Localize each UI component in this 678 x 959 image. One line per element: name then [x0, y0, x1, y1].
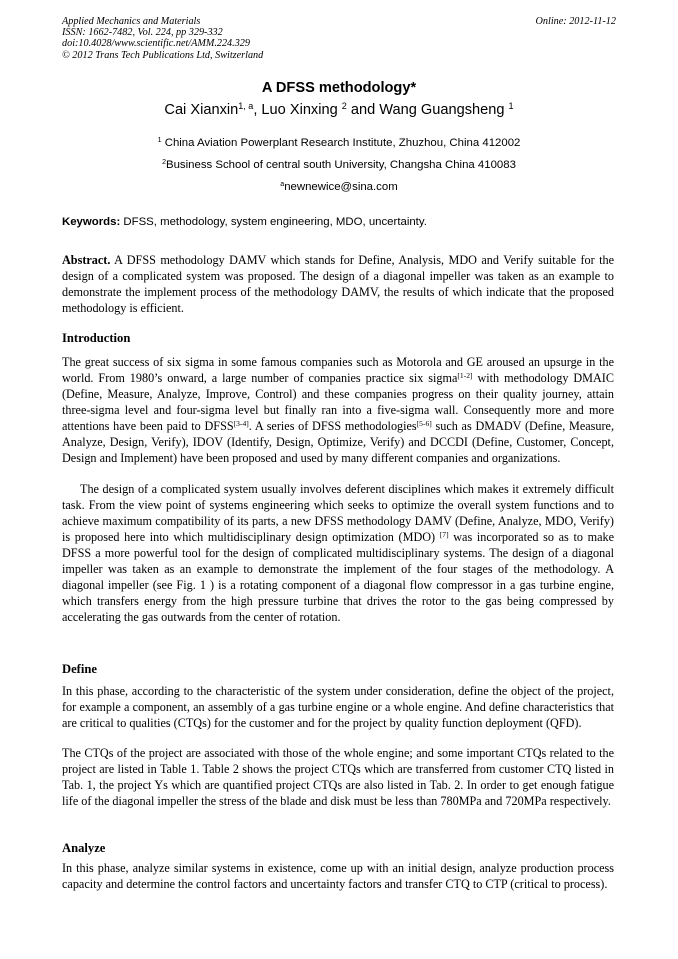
author-line	[0, 102, 678, 118]
affiliation-2-sup: 2	[162, 159, 166, 167]
define-paragraph-1: In this phase, according to the characteristic of the system under consideration, define the object of the project, for example a component, an assembly of a gas turbine engine or a whole engine. And define characteristics that are critical to qualities (CTQs) for the customer and for the project by quality function deployment (QFD).	[62, 684, 614, 730]
paper-title: A DFSS methodology*	[261, 80, 417, 96]
affiliation-1-sup: 1	[157, 137, 162, 145]
affiliation-1	[0, 137, 678, 149]
copyright-line: © 2012 Trans Tech Publications Ltd, Switzerland	[62, 49, 264, 61]
abstract-text: A DFSS methodology DAMV which stands for Define, Analysis, MDO and Verify suitable for the design of a complicated system was proposed. The design of a diagonal impeller was taken as an example to demonstrate the implement process of the methodology DAMV, the results of which indicate that the proposed methodology is efficient.	[62, 253, 614, 315]
define-heading: Define	[62, 662, 97, 676]
intro-p1-text-a: The great success of six sigma in some famous companies such as Motorola and GE aroused an upsurge in the world. From 1980’s onward, a large number of companies practice six sigma	[62, 355, 614, 385]
intro-p2-text-b: was incorporated so as to make DFSS a more powerful tool for the design of complicated multidisciplinary systems. The design of a diagonal impeller was taken as an example to demonstrate the implement of the four stages of the methodology. A diagonal impeller (see Fig. 1 ) is a rotating component of a diagonal flow compressor in a gas turbine engine, which transfers energy from the high pressure turbine that drives the rotor to the gas being compressed by accelerating the gas outwards from the center of rotation.	[62, 529, 614, 624]
abstract-label: Abstract.	[62, 253, 111, 267]
keywords-text: DFSS, methodology, system engineering, MDO, uncertainty.	[120, 216, 427, 228]
intro-p2-text-a: The design of a complicated system usually involves deferent disciplines which makes it extremely difficult task. From the view point of systems engineering which seeks to optimize the overall system functions and to achieve maximum compatibility of its parts, a new DFSS methodology DAMV (Define, Analyze, MDO, Verify) is proposed here into which multidisciplinary design optimization (MDO)	[62, 482, 614, 544]
introduction-heading: Introduction	[62, 331, 131, 345]
abstract	[62, 253, 614, 317]
author-1-sup: 1, a	[238, 101, 254, 112]
email-text: newnewice@sina.com	[284, 181, 398, 193]
citation-3-4: [3-4]	[233, 418, 249, 428]
keywords-label: Keywords:	[62, 216, 121, 228]
journal-name: Applied Mechanics and Materials	[62, 16, 201, 27]
email-sup: a	[280, 181, 285, 189]
analyze-heading: Analyze	[62, 841, 106, 855]
citation-1-2: [1-2]	[457, 370, 473, 380]
author-separator-1: , Luo Xinxing	[253, 102, 342, 118]
citation-5-6: [5-6]	[416, 418, 432, 428]
affiliation-2-text: Business School of central south University, Changsha China 410083	[165, 159, 516, 171]
introduction-paragraph-2	[62, 482, 614, 626]
citation-7: [7]	[439, 529, 449, 539]
issn-line: ISSN: 1662-7482, Vol. 224, pp 329-332	[62, 27, 223, 39]
analyze-paragraph-1: In this phase, analyze similar systems in existence, come up with an initial design, analyze production process capacity and determine the control factors and uncertainty factors and transfer CTQ to CTP (critical to process).	[62, 861, 614, 891]
intro-p1-text-b: with methodology DMAIC (Define, Measure, Analyze, Improve, Control) and these companies progress on their quality journey, attain three-sigma level and four-sigma level but finally ran into a five-sigma wall. Consequently more and more attentions have been paid to DFSS	[62, 370, 614, 433]
author-1: Cai Xianxin	[164, 102, 239, 118]
affiliation-2	[0, 159, 678, 171]
author-2-sup: 2	[341, 101, 347, 112]
intro-p1-text-c: . A series of DFSS methodologies	[248, 418, 417, 433]
author-3-sup: 1	[508, 101, 514, 112]
author-email	[0, 181, 678, 193]
introduction-paragraph-1	[62, 355, 614, 467]
keywords	[62, 216, 614, 228]
intro-p1-text-d: such as DMADV (Define, Measure, Analyze, Design, Verify), IDOV (Identify, Design, Optimize, Verify) and DCCDI (Define, Customer, Concept, Design and Implement) have been proposed and used by many different companies and organizations.	[62, 418, 614, 465]
online-date: Online: 2012-11-12	[535, 16, 616, 27]
author-separator-2: and Wang Guangsheng	[346, 102, 509, 118]
affiliation-1-text: China Aviation Powerplant Research Institute, Zhuzhou, China 412002	[161, 137, 521, 149]
doi-line: doi:10.4028/www.scientific.net/AMM.224.329	[62, 38, 250, 50]
define-paragraph-2: The CTQs of the project are associated with those of the whole engine; and some important CTQs related to the project are listed in Table 1. Table 2 shows the project CTQs which are transferred from customer CTQ listed in Tab. 1, the project Ys which are quantified project CTQs are also listed in Tab. 2. In order to get enough fatigue life of the diagonal impeller the stress of the blade and disk must be less than 780MPa and 720MPa respectively.	[62, 746, 614, 808]
journal-header	[62, 16, 263, 61]
